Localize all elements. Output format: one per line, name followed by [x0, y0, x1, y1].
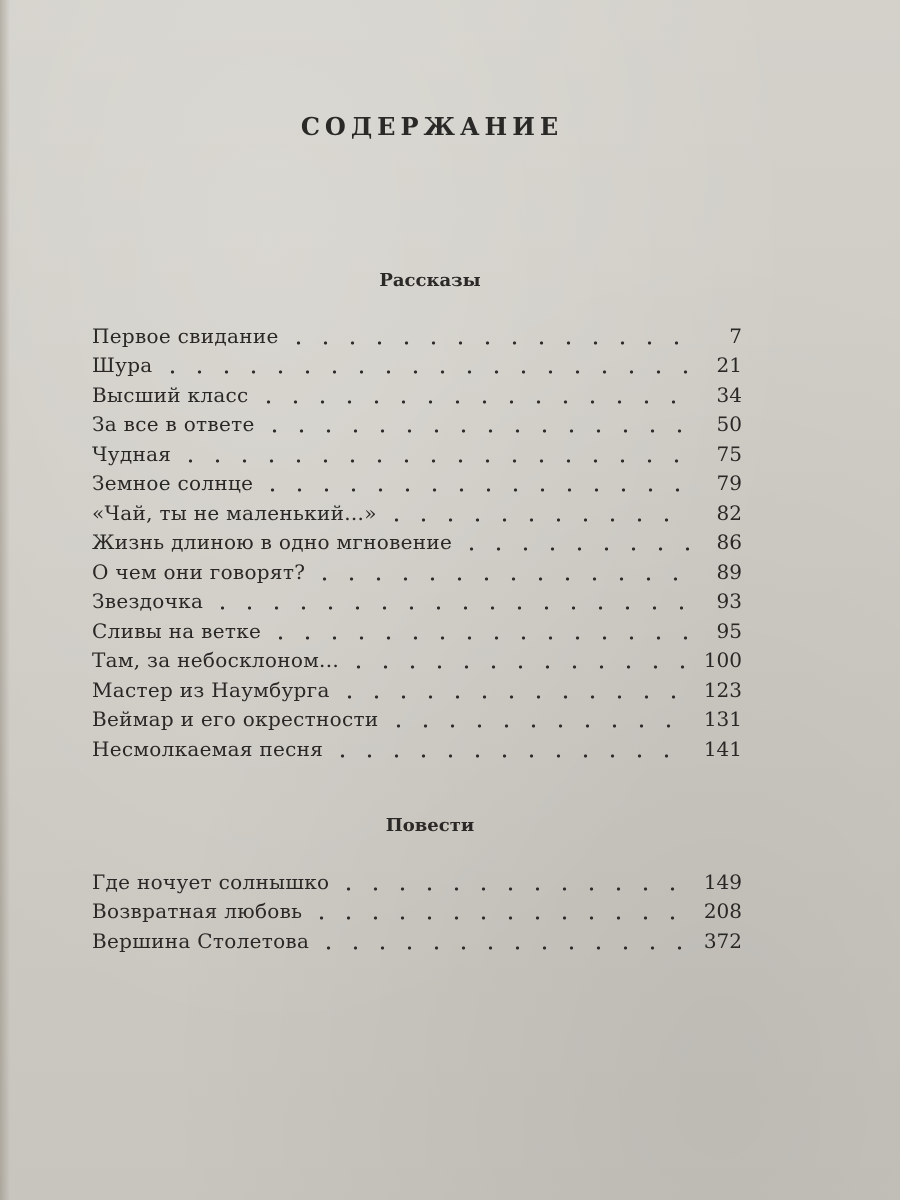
leader-dots	[311, 562, 690, 582]
leader-dots	[458, 532, 690, 552]
toc-entry	[92, 894, 742, 924]
toc-entry-page: 21	[716, 353, 742, 377]
toc-entry-title: Звездочка	[92, 589, 204, 613]
toc-entry-page: 93	[716, 589, 742, 613]
toc-entry	[92, 436, 742, 466]
toc-entry-title: Чудная	[92, 441, 172, 466]
toc-entry	[92, 525, 742, 555]
toc-entry-title: Сливы на ветке	[92, 618, 262, 643]
toc-entry-title: Жизнь длиною в одно мгновение	[92, 530, 453, 554]
page-edge-shadow	[0, 0, 10, 1200]
toc-entry	[92, 731, 742, 761]
leader-dots	[259, 473, 690, 493]
toc-entry-page: 86	[716, 530, 742, 554]
toc-list-novellas	[92, 864, 742, 953]
toc-entry	[92, 348, 742, 378]
toc-entry-title: Высший класс	[92, 382, 249, 407]
toc-entry-title: Шура	[92, 353, 153, 377]
leader-dots	[385, 709, 690, 729]
toc-entry-title: Мастер из Наумбурга	[92, 677, 330, 702]
toc-entry-title: О чем они говорят?	[92, 559, 306, 584]
leader-dots	[255, 385, 690, 405]
toc-entry	[92, 702, 742, 732]
toc-entry-title: Несмолкаемая песня	[92, 736, 324, 761]
toc-entry-title: Возвратная любовь	[92, 899, 303, 923]
toc-entry-page: 141	[703, 736, 742, 761]
leader-dots	[285, 326, 690, 346]
toc-entry-page: 79	[716, 471, 742, 495]
leader-dots	[177, 444, 690, 464]
toc-entry-page: 123	[703, 677, 742, 702]
leader-dots	[345, 650, 690, 670]
toc-entry-page: 82	[716, 500, 742, 525]
toc-entry	[92, 643, 742, 673]
leader-dots	[261, 414, 690, 434]
toc-entry-title: «Чай, ты не маленький...»	[92, 500, 377, 525]
toc-entry	[92, 466, 742, 496]
toc-entry	[92, 864, 742, 894]
toc-entry-title: Земное солнце	[92, 471, 254, 495]
leader-dots	[335, 872, 690, 892]
section-heading-novellas: Повести	[385, 815, 475, 836]
toc-entry	[92, 672, 742, 702]
leader-dots	[383, 503, 690, 523]
leader-dots	[267, 621, 690, 641]
toc-entry	[92, 318, 742, 348]
leader-dots	[329, 739, 690, 759]
toc-entry	[92, 377, 742, 407]
toc-entry-title: Вершина Столетова	[92, 928, 310, 953]
toc-entry	[92, 923, 742, 953]
toc-entry	[92, 584, 742, 614]
toc-entry-title: Первое свидание	[92, 323, 279, 348]
toc-entry-page: 7	[729, 323, 742, 348]
leader-dots	[159, 355, 690, 375]
toc-entry	[92, 407, 742, 437]
section-heading-stories: Рассказы	[379, 270, 481, 291]
toc-entry-page: 75	[716, 441, 742, 466]
toc-list-stories	[92, 318, 742, 761]
toc-entry-title: Где ночует солнышко	[92, 869, 330, 894]
toc-entry-page: 208	[703, 899, 742, 923]
toc-entry-page: 95	[716, 618, 742, 643]
toc-entry-page: 372	[703, 928, 742, 953]
leader-dots	[308, 901, 690, 921]
toc-entry-page: 149	[703, 869, 742, 894]
toc-entry-title: Там, за небосклоном...	[92, 648, 340, 672]
toc-entry-page: 89	[716, 559, 742, 584]
toc-entry-title: За все в ответе	[92, 412, 255, 436]
leader-dots	[209, 591, 690, 611]
toc-entry-page: 100	[703, 648, 742, 672]
toc-entry	[92, 613, 742, 643]
toc-entry	[92, 495, 742, 525]
toc-entry-page: 131	[703, 707, 742, 731]
toc-entry-page: 34	[716, 382, 742, 407]
toc-entry	[92, 554, 742, 584]
leader-dots	[315, 931, 690, 951]
page-title: СОДЕРЖАНИЕ	[300, 112, 564, 141]
toc-entry-title: Веймар и его окрестности	[92, 707, 379, 731]
toc-entry-page: 50	[716, 412, 742, 436]
leader-dots	[336, 680, 690, 700]
